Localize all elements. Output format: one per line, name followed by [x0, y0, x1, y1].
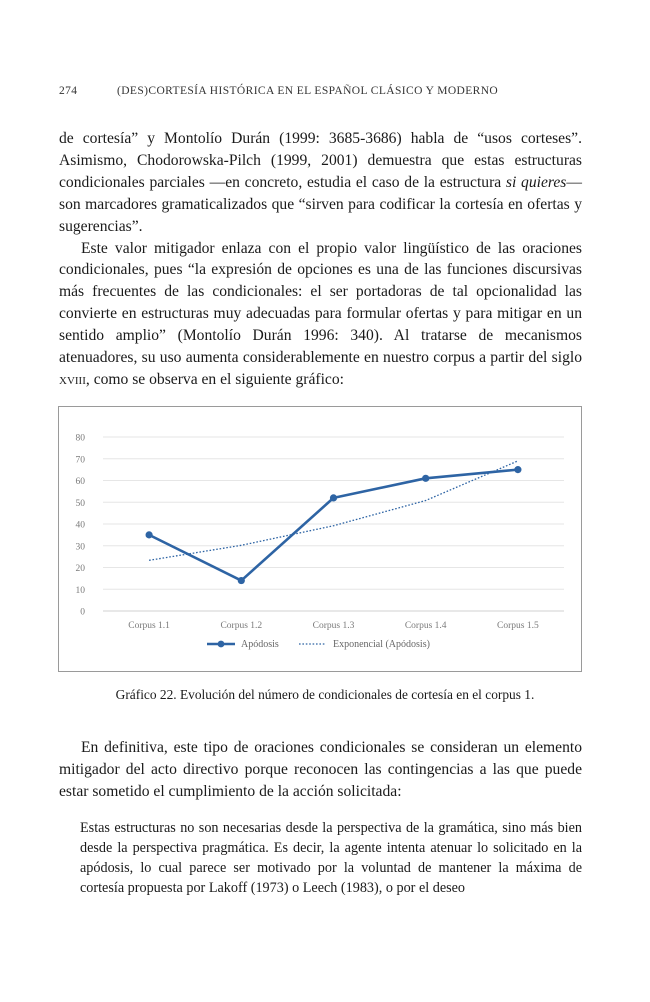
legend-marker	[218, 641, 225, 648]
data-point	[422, 475, 429, 482]
y-tick-label: 50	[75, 498, 85, 509]
page-number: 274	[59, 85, 78, 97]
line-chart	[59, 407, 581, 671]
legend-label: Apódosis	[241, 639, 279, 650]
data-point	[146, 531, 153, 538]
chart-frame	[58, 406, 582, 672]
y-tick-label: 10	[75, 585, 85, 596]
y-tick-label: 40	[75, 520, 85, 531]
y-tick-label: 70	[75, 455, 85, 466]
data-point	[238, 577, 245, 584]
legend-label: Exponencial (Apódosis)	[333, 639, 430, 650]
data-point	[514, 466, 521, 473]
century-numeral: xviii	[59, 370, 86, 388]
y-tick-label: 20	[75, 564, 85, 574]
x-tick-label: Corpus 1.1	[128, 621, 170, 631]
italic-term: si quieres	[505, 173, 567, 191]
quote-text: Estas estructuras no son necesarias desde la perspectiva de la gramática, sino más bien desde la perspectiva pragmática. Es decir, la agente intenta atenuar lo solicitado en la apódosis, lo cual parece ser motivado por la voluntad de mantener la máxima de cortesía propuesta por Lakoff (1973) o Leech (1983), o por el deseo	[80, 820, 582, 896]
body-text	[59, 128, 582, 391]
y-tick-label: 60	[75, 477, 85, 487]
y-tick-label: 0	[80, 607, 85, 618]
y-tick-label: 80	[75, 433, 85, 444]
x-tick-label: Corpus 1.3	[312, 621, 355, 631]
y-tick-label: 30	[75, 542, 85, 553]
paragraph-3: En definitiva, este tipo de oraciones condicionales se consideran un elemento mitigador del acto directivo porque reconocen las contingencias a las que puede estar sometido el cumplimiento de la acción solicitada:	[59, 739, 582, 800]
paragraph-1: de cortesía” y Montolío Durán (1999: 3685-3686) habla de “usos corteses”. Asimismo, Chodorowska-Pilch (1999, 2001) demuestra que estas estructuras condicionales parciales —en concreto, estudia el caso de la estructura si quieres— son marcadores gramaticalizados que “sirven para codificar la cortesía en ofertas y sugerencias”.	[59, 130, 582, 235]
block-quote	[80, 818, 582, 898]
running-header	[59, 85, 498, 97]
body-text-2	[59, 737, 582, 803]
data-point	[330, 494, 337, 501]
x-tick-label: Corpus 1.2	[220, 621, 263, 631]
x-tick-label: Corpus 1.4	[404, 621, 447, 631]
figure-caption: Gráfico 22. Evolución del número de condicionales de cortesía en el corpus 1.	[115, 687, 535, 702]
x-tick-label: Corpus 1.5	[497, 621, 539, 631]
running-title: (DES)CORTESÍA HISTÓRICA EN EL ESPAÑOL CLÁSICO Y MODERNO	[117, 85, 499, 97]
paragraph-2: Este valor mitigador enlaza con el propio valor lingüístico de las oraciones condicionales, pues “la expresión de opciones es una de las funciones discursivas más frecuentes de las condicionales: el ser portadoras de tal opcionalidad las convierte en estructuras muy adecuadas para formular ofertas y para mitigar en un sentido amplio” (Montolío Durán 1996: 340). Al tratarse de mecanismos atenuadores, su uso aumenta considerablemente en nuestro corpus a partir del siglo xviii, como se observa en el siguiente gráfico:	[59, 239, 582, 388]
